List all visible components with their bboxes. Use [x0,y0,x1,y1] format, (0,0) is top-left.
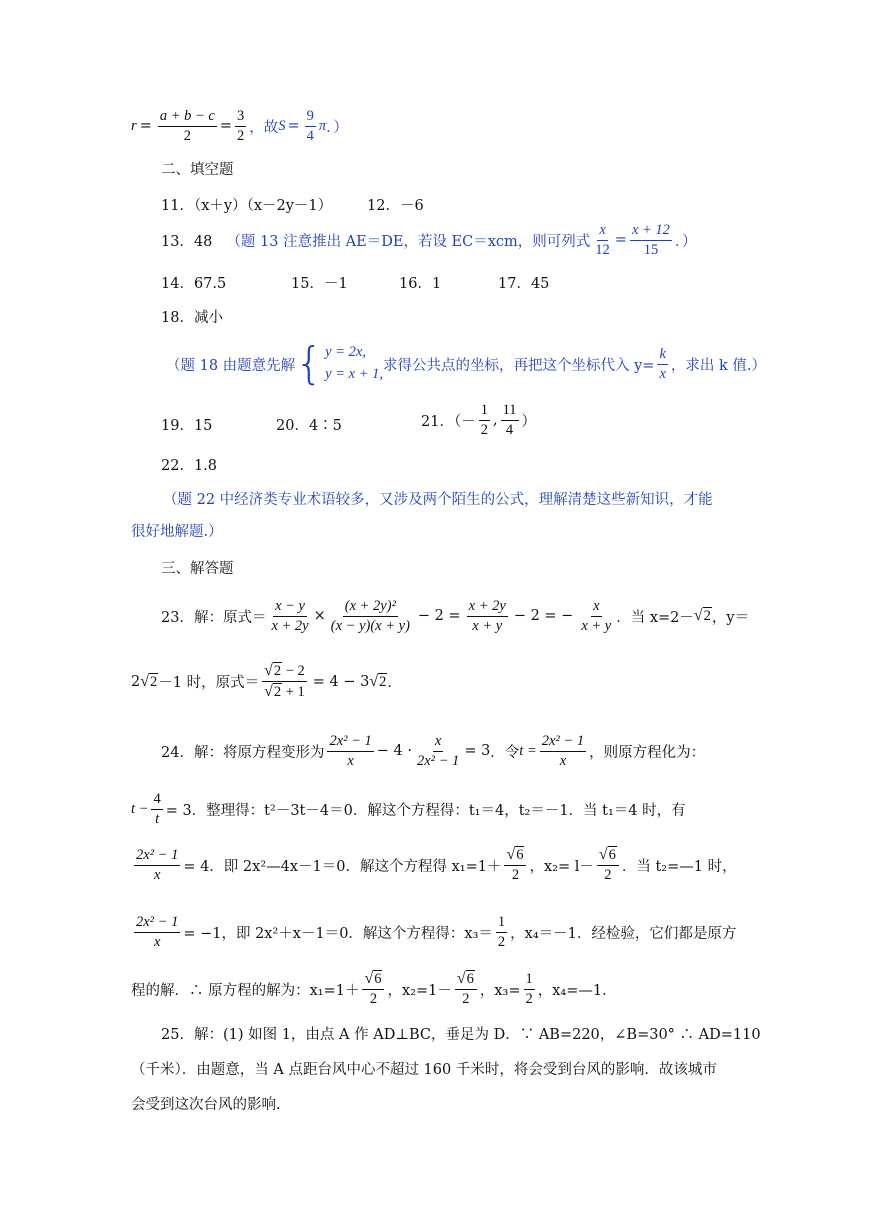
numerator: 11 [501,402,519,421]
sqrt: √ 2 [693,607,711,625]
radicand: 2 [703,608,711,625]
numerator: 3 [235,108,246,127]
answer-13-note: （题 13 注意推出 AE＝DE，若设 EC＝xcm，则可列式 [226,233,591,250]
equation-line: y = x + 1, [325,366,383,382]
equals: = [614,232,627,249]
fraction-x-over-12 [593,222,612,258]
denominator: 2 [525,990,533,1007]
note-text: （题 18 由题意先解 [166,357,296,374]
radicand: 2 [149,673,158,690]
equals: = [287,118,300,135]
var-t: t = [519,742,537,759]
numerator: 2x² − 1 [540,733,586,752]
fraction-1-over-2 [479,402,490,438]
solution-text: = 3．整理得：t²－3t－4＝0．解这个方程得：t₁＝4，t₂＝－1．当 t₁＝4 时，有 [165,802,686,819]
solution-text: ，x₄＝－1．经检验，它们都是原方 [510,925,737,942]
solution-text: ，x₂= l－ [529,858,594,875]
numerator: x − y [273,598,307,617]
fraction [262,662,307,702]
solution-text: ．当 x=2－ [616,609,694,626]
answer-14: 14．67.5 [161,276,227,292]
question-24-line1 [161,733,705,769]
solution-text: 24．解：将原方程变形为 [161,744,325,761]
fraction [524,971,535,1007]
denominator: x [659,365,666,382]
note-text: 求得公共点的坐标，再把这个坐标代入 y= [383,357,655,374]
numerator: 1 [524,971,535,990]
numerator-rest: − 2 [282,663,305,679]
numerator: x [433,733,443,752]
section-heading-solutions: 三、解答题 [161,561,234,577]
fraction [134,914,180,950]
brace-symbol: { [295,338,324,389]
answer-17: 17．45 [498,276,550,292]
fraction-x12-over-15 [630,222,672,258]
operator-text: = 4 − 3 [312,673,370,690]
fraction-9-over-4 [305,108,316,144]
denominator: 12 [595,241,610,258]
fraction [597,846,619,884]
operator-text: − 4 · [376,743,412,760]
question-25-line3: 会受到这次台风的影响. [131,1097,281,1113]
answer-19: 19．15 [161,418,213,434]
answer-13: 13．48 [161,233,213,250]
sqrt: √ 2 [264,662,282,679]
fraction [496,914,507,950]
equation-system [325,342,383,386]
radicand: 6 [466,971,474,987]
solution-text: ． [387,675,402,692]
numerator: 1 [496,914,507,933]
denominator: 4 [505,421,514,438]
numerator: 2x² − 1 [134,847,180,866]
denominator: t [155,810,160,827]
sqrt: √ 6 [506,846,524,863]
denominator: 2 [497,933,506,950]
note-text: ，故 [249,119,279,136]
fraction [151,791,162,827]
numerator: x + 12 [630,222,672,241]
fraction-k-over-x [657,346,667,382]
denominator-rest: + 1 [282,684,305,701]
fraction-11-over-4 [501,402,519,438]
note-end: ．） [674,233,697,250]
pi-symbol: π [318,117,327,134]
answer-22-note-line1: （题 22 中经济类专业术语较多，又涉及两个陌生的公式，理解清楚这些新知识，才能 [163,492,713,508]
denominator: x + 2y [271,617,309,634]
denominator: x + y [581,617,612,634]
answer-18-note [166,338,767,389]
denominator: x [347,752,354,769]
radicand: 2 [273,663,282,679]
denominator: 2 [183,127,191,144]
answer-13-row [161,222,697,258]
solution-text: －1 时，原式＝ [158,675,260,692]
question-23-line1 [161,598,749,634]
fraction [455,970,477,1008]
fraction-abc-over-2 [158,108,217,144]
radicand: 2 [379,673,387,690]
solution-text: 2 [131,673,141,690]
denominator: 2 [511,867,520,884]
numerator: x + 2y [467,598,508,617]
sqrt: √ 6 [598,846,616,863]
solution-text: 23．解：原式＝ [161,609,267,626]
operator-text: − 2 = − [513,608,574,625]
var-t: t − [131,800,149,817]
denominator: 4 [306,127,314,144]
solution-text: ，x₄=—1． [537,982,617,999]
solution-text: = −1，即 2x²＋x－1＝0．解这个方程得：x₃＝ [183,925,493,942]
equation-line: y = 2x, [325,344,366,361]
equals: = [219,118,232,135]
fraction [415,733,461,769]
answer-22-note-line2: 很好地解题.） [131,524,223,540]
answer-15: 15．－1 [291,276,348,292]
solution-text: = 4．即 2x²—4x－1＝0．解这个方程得 x₁=1＋ [183,858,502,875]
operator-text: − 2 = [417,608,461,625]
solution-text: ，x₃= [479,982,521,999]
numerator: 1 [479,402,490,421]
question-25-line2: （千米）．由题意，当 A 点距台风中心不超过 160 千米时，将会受到台风的影响．故该城市 [131,1062,717,1078]
sqrt: √ 2 [140,672,158,690]
question-23-line2 [131,662,402,702]
fraction [329,598,412,634]
numerator: 2x² − 1 [327,733,373,752]
answer-22: 22．1.8 [161,458,218,474]
numerator: x [591,598,601,617]
solution-text: ，y＝ [711,609,750,626]
numerator: x [597,222,607,241]
answer-21 [421,402,536,438]
fraction [134,847,180,883]
section-heading-fill-in: 二、填空题 [161,162,234,178]
solution-text: ，则原方程化为： [589,744,706,761]
fraction [467,598,508,634]
fraction [269,598,310,634]
numerator: 2x² − 1 [134,914,180,933]
denominator: (x − y)(x + y) [330,617,410,634]
denominator: x [153,933,161,950]
answer-12: 12．－6 [367,198,424,214]
operator-text: = 3 [464,743,491,760]
fraction [327,733,373,769]
solution-text: ．当 t₂=—1 时， [621,858,737,875]
answer-20: 20．4∶5 [276,418,342,434]
question-25-line1: 25．解：(1) 如图 1，由点 A 作 AD⊥BC，垂足为 D．∵ AB=220，∠B=30° ∴ AD=110 [161,1027,761,1043]
numerator: 4 [151,791,162,810]
sqrt: √ 2 [369,672,387,690]
denominator: 15 [643,241,659,258]
fraction [362,970,384,1008]
radicand: 2 [273,684,282,701]
denominator: x [559,752,567,769]
numerator: a + b − c [158,108,217,127]
numerator: 9 [305,108,316,127]
answer-18: 18．减小 [161,310,223,326]
denominator: 2 [236,127,245,144]
sqrt: √ 2 [264,683,282,701]
answer-11: 11．（x＋y）（x－2y－1） [161,198,333,214]
times-sign: × [313,608,326,625]
denominator: 2 [604,867,612,884]
denominator: 2 [480,421,488,438]
denominator: 2 [462,991,470,1008]
solution-text: ，x₂=1－ [387,982,452,999]
fraction [504,846,526,884]
answer-21-suffix: ） [521,413,537,430]
sqrt: √ 6 [364,970,382,987]
denominator: 2x² − 1 [416,752,460,769]
radicand: 6 [516,847,524,863]
fraction [540,733,586,769]
note-end: ．） [326,119,348,136]
radicand: 6 [608,847,616,863]
fraction [579,598,613,634]
comma: , [492,412,498,429]
var-s: S [278,117,286,134]
answer-10-tail [131,108,348,144]
note-end: ，求出 k 值.） [670,357,767,374]
radicand: 6 [374,971,382,987]
var-r: r [131,117,137,134]
solution-text: 程的解．∴ 原方程的解为：x₁=1＋ [131,982,360,999]
equals: = [139,118,152,135]
question-24-line2 [131,791,686,827]
solution-text: ．令 [490,744,520,761]
denominator: x + y [472,617,503,634]
fraction-3-over-2 [235,108,246,144]
question-24-line5 [131,970,617,1008]
question-24-line4 [131,914,736,950]
numerator: (x + 2y)² [343,598,398,617]
denominator: 2 [369,991,378,1008]
numerator [262,662,307,682]
denominator [262,682,307,701]
denominator: x [153,866,161,883]
sqrt: √ 6 [456,970,474,987]
question-24-line3 [131,846,737,884]
numerator: k [657,346,667,365]
answer-16: 16．1 [399,276,442,292]
answer-21-prefix: 21．（－ [421,413,476,430]
